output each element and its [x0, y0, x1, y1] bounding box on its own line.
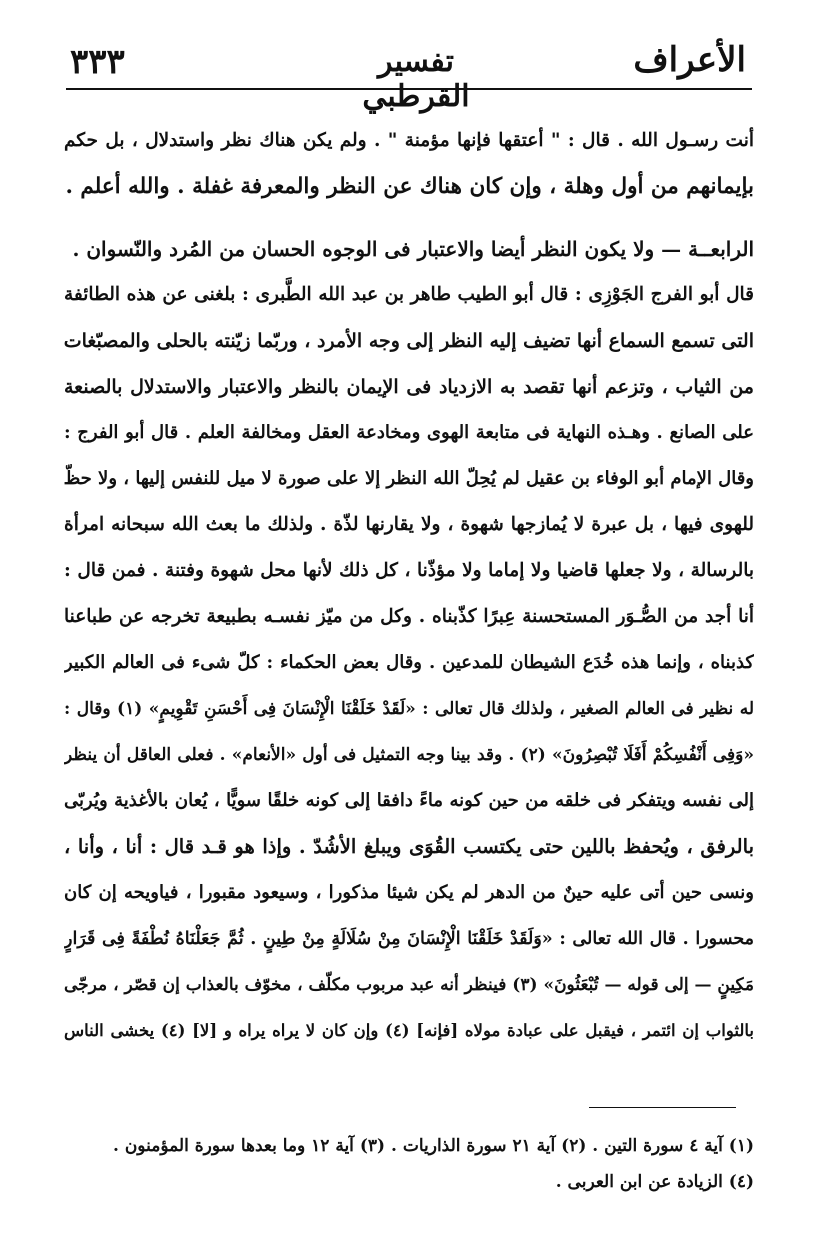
text-line: مَكِينٍ — إلى قوله — تُبْعَثُونَ» (٣) فينظر أنه عبد مربوب مكلّف ، مخوّف بالعذاب إن قصّر ، مرجّى — [64, 975, 754, 995]
text-line: بالثواب إن ائتمر ، فيقبل على عبادة مولاه [فإنه] (٤) وإن كان لا يراه يراه و [لا] (٤) يخشى الناس — [64, 1021, 754, 1040]
text-line: له نظير فى العالم الصغير ، ولذلك قال تعالى : «لَقَدْ خَلَقْنَا الْإِنْسَانَ فِى أَحْسَنِ تَقْوِيمٍ» (١) وقال : — [64, 699, 754, 719]
text-line: التى تسمع السماع أنها تضيف إليه النظر إلى وجه الأمرد ، وربّما زيّنته بالحلى والمصبّغات — [64, 330, 754, 352]
text-line: للهوى فيها ، بل عبرة لا يُمازجها شهوة ، ولا يقارنها لذّة . ولذلك ما بعث الله سبحانه امرأة — [64, 514, 754, 535]
running-head-sura: الأعراف — [633, 40, 746, 80]
footnote-separator — [589, 1107, 736, 1108]
text-line: ونسى حين أتى عليه حينٌ من الدهر لم يكن شيئا مذكورا ، وسيعود مقبورا ، فياويحه إن كان — [64, 882, 754, 903]
page-header — [66, 38, 752, 114]
text-line: محسورا . قال الله تعالى : «وَلَقَدْ خَلَقْنَا الْإِنْسَانَ مِنْ سُلَالَةٍ مِنْ طِينٍ . ثُمَّ جَعَلْنَاهُ نُطْفَةً فِى قَرَارٍ — [64, 929, 754, 949]
text-line: قال أبو الفرج الجَوْزِى : قال أبو الطيب طاهر بن عبد الله الطَّبرى : بلغنى عن هذه الطائفة — [64, 284, 754, 305]
text-line: كذبناه ، وإنما هذه خُدَع الشيطان للمدعين . وقال بعض الحكماء : كلّ شىء فى العالم الكبير — [64, 652, 754, 673]
text-line: على الصانع . وهـذه النهاية فى متابعة الهوى ومخادعة العقل ومخالفة العلم . قال أبو الفرج : — [64, 422, 754, 443]
text-line: وقال الإمام أبو الوفاء بن عقيل لم يُحِلّ الله النظر إلا على صورة لا ميل للنفس إليها ، ولا حظّ — [64, 468, 754, 489]
text-line: إلى نفسه ويتفكر فى خلقه من حين كونه ماءً دافقا إلى كونه خلقًا سويًّا ، يُعان بالأغذية ويُربّى — [64, 790, 754, 811]
text-line: أنت رسـول الله . قال : " أعتقها فإنها مؤمنة " . ولم يكن هناك نظر واستدلال ، بل حكم — [64, 130, 754, 151]
text-line: بإيمانهم من أول وهلة ، وإن كان هناك عن النظر والمعرفة غفلة . والله أعلم . — [65, 174, 754, 199]
footnote-line: (٤) الزيادة عن ابن العربى . — [555, 1172, 754, 1192]
text-line: «وَفِى أَنْفُسِكُمْ أَفَلَا تُبْصِرُونَ» (٢) . وقد بينا وجه التمثيل فى أول «الأنعام» . فعلى العاقل أن ينظر — [64, 745, 754, 765]
header-rule — [66, 88, 752, 90]
text-line: من الثياب ، وتزعم أنها تقصد به الازدياد فى الإيمان بالنظر والاعتبار والاستدلال بالصنعة — [64, 376, 754, 398]
main-text — [64, 118, 754, 1054]
text-line: أنا أجد من الصُّـوَر المستحسنة عِبرًا كذّبناه . وكل من ميّز نفسـه بطبيعة تخرجه عن طباعنا — [64, 606, 754, 627]
page-number: ٣٣٣ — [70, 42, 125, 82]
text-line: بالرسالة ، ولا جعلها قاضيا ولا إماما ولا مؤذّنا ، كل ذلك لأنها محل شهوة وفتنة . فمن قال : — [64, 560, 754, 581]
text-line: بالرفق ، ويُحفظ باللين حتى يكتسب القُوَى ويبلغ الأشُدّ . وإذا هو قـد قال : أنا ، وأنا ، — [64, 835, 754, 858]
footnotes — [64, 1128, 754, 1200]
text-line: الرابعــة — ولا يكون النظر أيضا والاعتبار فى الوجوه الحسان من المُرد والنّسوان . — [72, 237, 754, 261]
footnote-line: (١) آية ٤ سورة التين . (٢) آية ٢١ سورة الذاريات . (٣) آية ١٢ وما بعدها سورة المؤمنون . — [112, 1136, 754, 1156]
running-head-title: تفسير القرطبي — [362, 44, 470, 114]
